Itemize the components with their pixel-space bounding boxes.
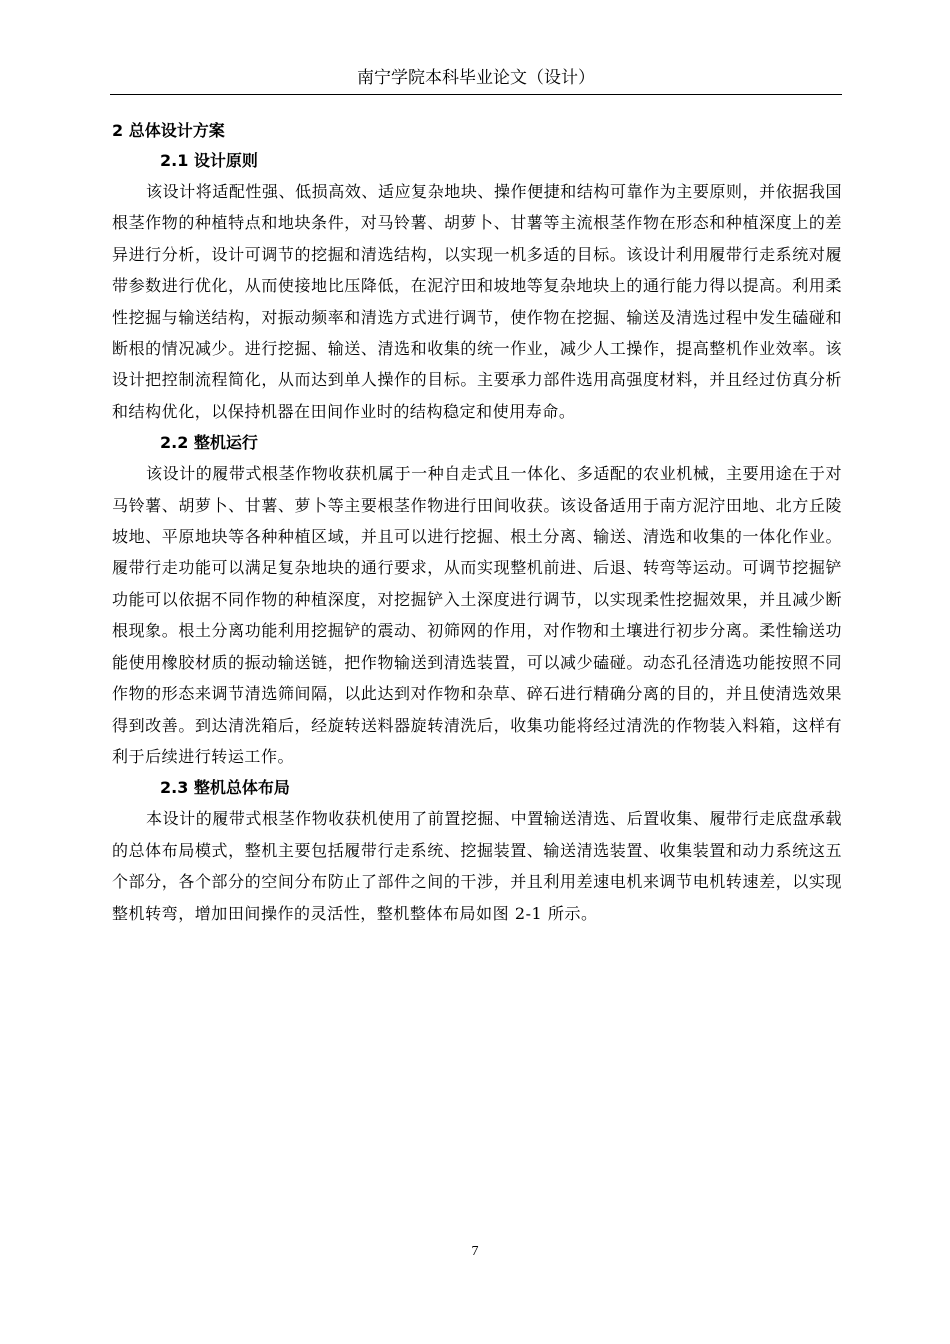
chapter-heading: 2 总体设计方案 — [112, 121, 225, 140]
paragraph-machine-operation: 该设计的履带式根茎作物收获机属于一种自走式且一体化、多适配的农业机械，主要用途在于对马铃薯、胡萝卜、甘薯、萝卜等主要根茎作物进行田间收获。该设备适用于南方泥泞田地、北方丘陵坡地、平原地块等各种种植区域，并且可以进行挖掘、根土分离、输送、清选和收集的一体化作业。履带行走功能可以满足复杂地块的通行要求，从而实现整机前进、后退、转弯等运动。可调节挖掘铲功能可以依据不同作物的种植深度，对挖掘铲入土深度进行调节，以实现柔性挖掘效果，并且减少断根现象。根土分离功能利用挖掘铲的震动、初筛网的作用，对作物和土壤进行初步分离。柔性输送功能使用橡胶材质的振动输送链，把作物输送到清选装置，可以减少磕碰。动态孔径清选功能按照不同作物的形态来调节清选筛间隔，以此达到对作物和杂草、碎石进行精确分离的目的，并且使清选效果得到改善。到达清洗箱后，经旋转送料器旋转清洗后，收集功能将经过清洗的作物装入料箱，这样有利于后续进行转运工作。 — [112, 464, 842, 766]
section-heading-machine-operation: 2.2 整机运行 — [160, 433, 258, 453]
section-heading-overall-layout: 2.3 整机总体布局 — [160, 778, 290, 798]
paragraph-overall-layout: 本设计的履带式根茎作物收获机使用了前置挖掘、中置输送清选、后置收集、履带行走底盘承载的总体布局模式，整机主要包括履带行走系统、挖掘装置、输送清选装置、收集装置和动力系统这五个部分，各个部分的空间分布防止了部件之间的干涉，并且利用差速电机来调节电机转速差，以实现整机转弯，增加田间操作的灵活性，整机整体布局如图 2-1 所示。 — [112, 809, 842, 923]
section-heading-design-principles: 2.1 设计原则 — [160, 151, 258, 170]
page-body — [112, 116, 842, 930]
header-title: 南宁学院本科毕业论文（设计） — [357, 68, 595, 88]
paragraph-design-principles: 该设计将适配性强、低损高效、适应复杂地块、操作便捷和结构可靠作为主要原则，并依据我国根茎作物的种植特点和地块条件，对马铃薯、胡萝卜、甘薯等主流根茎作物在形态和种植深度上的差异进行分析，设计可调节的挖掘和清选结构，以实现一机多适的目标。该设计利用履带行走系统对履带参数进行优化，从而使接地比压降低，在泥泞田和坡地等复杂地块上的通行能力得以提高。利用柔性挖掘与输送结构，对振动频率和清选方式进行调节，使作物在挖掘、输送及清选过程中发生磕碰和断根的情况减少。进行挖掘、输送、清选和收集的统一作业，减少人工操作，提高整机作业效率。该设计把控制流程简化，从而达到单人操作的目标。主要承力部件选用高强度材料，并且经过仿真分析和结构优化，以保持机器在田间作业时的结构稳定和使用寿命。 — [112, 182, 842, 421]
page-number: 7 — [471, 1244, 479, 1259]
page-header — [110, 62, 842, 95]
